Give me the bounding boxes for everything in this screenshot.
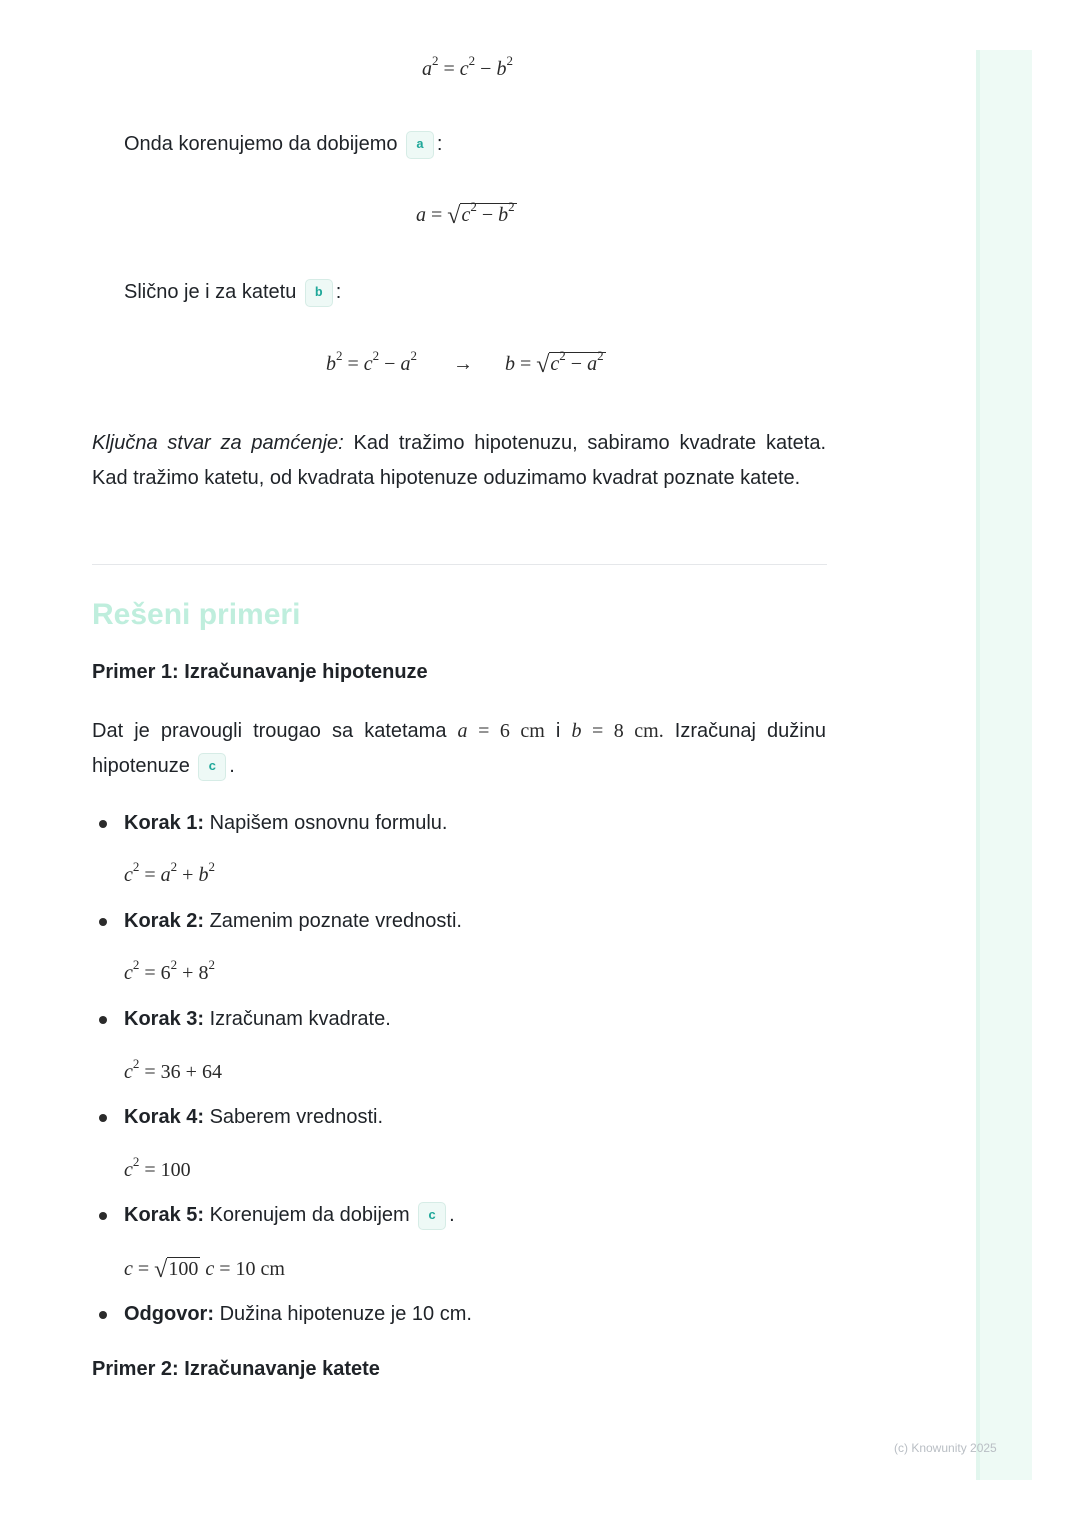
equation-step5-radicand: 100	[168, 1258, 199, 1280]
paragraph-root-a: Onda korenujemo da dobijemo a :	[124, 127, 442, 162]
key-note-label: Ključna stvar za pamćenje:	[92, 432, 344, 454]
step-label: Korak 1:	[124, 812, 205, 834]
equation-step5-result: = 10 cm	[219, 1258, 285, 1280]
footer-copyright: (c) Knowunity 2025	[894, 1441, 997, 1455]
step-1	[124, 806, 447, 841]
step-label: Korak 2:	[124, 910, 205, 932]
sidebar-edge	[976, 50, 980, 1480]
example2-title: Primer 2: Izračunavanje katete	[92, 1358, 380, 1380]
example1-title: Primer 1: Izračunavanje hipotenuze	[92, 661, 428, 683]
equation-step5: c = √100 c = 10 cm	[124, 1257, 285, 1283]
step-5: Korak 5: Korenujem da dobijem c .	[124, 1198, 455, 1233]
bullet	[99, 1114, 107, 1122]
example1-a-value: a = 6 cm	[457, 720, 545, 742]
example1-prompt-a: Dat je pravougli trougao sa katetama	[92, 720, 447, 742]
equation-step2: $c^2 = 6^2 + 8^2$	[124, 957, 215, 984]
equation-step4: $c^2 = 100$	[124, 1154, 191, 1181]
equation-step1: $c^2 = a^2 + b^2$	[124, 859, 215, 886]
equation-b: $b^2 = c^2 - a^2 \to b = √c^2 - a^2$	[326, 348, 604, 378]
key-note	[92, 426, 826, 496]
right-sidebar-panel	[976, 50, 1032, 1480]
bullet	[99, 1311, 107, 1319]
paragraph-root-a-text: Onda korenujemo da dobijemo	[124, 133, 398, 155]
divider	[92, 564, 827, 565]
step-text: Korenujem da dobijem	[209, 1204, 410, 1226]
code-b: b	[305, 279, 333, 307]
step-text: Zamenim poznate vrednosti.	[209, 910, 462, 932]
step-text: Dužina hipotenuze je 10 cm.	[219, 1303, 472, 1325]
bullet	[99, 1212, 107, 1220]
code-c: c	[198, 753, 226, 781]
step-text: Napišem osnovnu formulu.	[209, 812, 448, 834]
step-2	[124, 904, 462, 939]
arrow: →	[452, 353, 473, 375]
step-3	[124, 1002, 391, 1037]
equation-a-squared: $a^2 = c^2 - b^2$	[422, 53, 513, 80]
code-c-step5: c	[418, 1202, 446, 1230]
key-note-text: Kad tražimo hipotenuzu, sabiramo kvadrate kateta. Kad tražimo katetu, od kvadrata hipotenuze oduzimamo kvadrat poznate katete.	[92, 432, 827, 489]
step-text: Izračunam kvadrate.	[209, 1008, 391, 1030]
example1-prompt-b: Izračunaj dužinu hipotenuze	[92, 720, 826, 777]
bullet	[99, 820, 107, 828]
step-label: Korak 4:	[124, 1106, 205, 1128]
paragraph-leg-b-text: Slično je i za katetu	[124, 281, 297, 303]
step-answer	[124, 1297, 472, 1332]
step-4	[124, 1100, 383, 1135]
example1-prompt: Dat je pravougli trougao sa katetama a = 6 cm i b = 8 cm. Izračunaj dužinu hipotenuze c .	[92, 714, 826, 784]
equation-step4-rhs: = 100	[144, 1159, 191, 1181]
equation-step3: $c^2 = 36 + 64$	[124, 1056, 222, 1083]
equation-a-root: $a = √c^2 - b^2$	[416, 199, 515, 229]
paragraph-leg-b: Slično je i za katetu b :	[124, 275, 341, 310]
code-a: a	[406, 131, 434, 159]
section-title: Rešeni primeri	[92, 598, 301, 631]
step-label: Korak 3:	[124, 1008, 205, 1030]
equation-step3-rhs: = 36 + 64	[144, 1061, 222, 1083]
example1-b-value: b = 8 cm.	[571, 720, 664, 742]
step-text: Saberem vrednosti.	[209, 1106, 384, 1128]
step-label: Korak 5:	[124, 1204, 205, 1226]
bullet	[99, 918, 107, 926]
bullet	[99, 1016, 107, 1024]
example1-i: i	[555, 720, 561, 742]
step-label: Odgovor:	[124, 1303, 214, 1325]
